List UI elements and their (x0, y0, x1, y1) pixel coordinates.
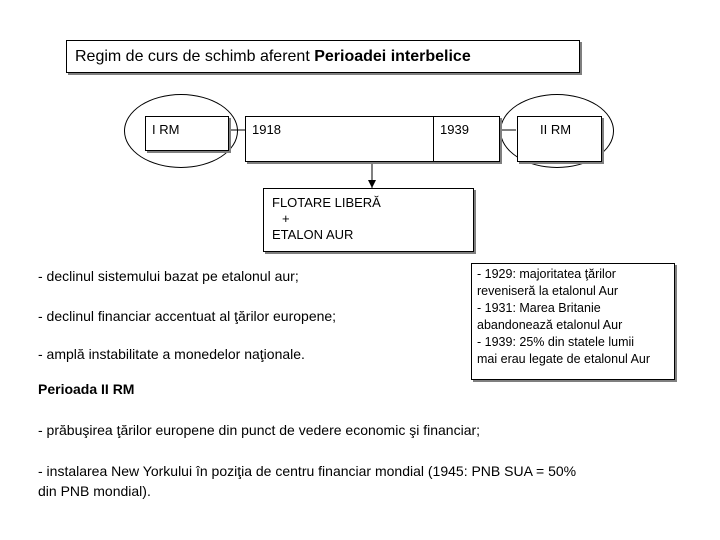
fact-line: - 1931: Marea Britanie (477, 301, 601, 315)
regime-box (263, 188, 474, 252)
fact-line: abandonează etalonul Aur (477, 318, 623, 332)
box-1939 (433, 116, 500, 162)
regime-line-1: FLOTARE LIBERĂ (272, 195, 381, 210)
label-ii-rm: II RM (540, 122, 572, 137)
list-item: - amplă instabilitate a monedelor naţionale. (38, 346, 305, 362)
gold-standard-facts-box (471, 263, 675, 380)
regime-line-2: + (282, 211, 290, 226)
fact-line: mai erau legate de etalonul Aur (477, 352, 651, 366)
box-ii-rm (517, 116, 602, 162)
box-1918 (245, 116, 434, 162)
regime-line-3: ETALON AUR (272, 227, 354, 242)
fact-line: - 1929: majoritatea ţărilor (477, 267, 616, 281)
list-item: - declinul sistemului bazat pe etalonul aur; (38, 268, 299, 284)
section-heading-ii-rm: Perioada II RM (38, 381, 135, 397)
paragraph-new-york-line-1: - instalarea New Yorkului în poziţia de centru financiar mondial (1945: PNB SUA = 50% (38, 463, 577, 479)
list-item: - declinul financiar accentuat al ţărilor europene; (38, 308, 337, 324)
title-prefix: Regim de curs de schimb aferent (75, 48, 315, 65)
label-i-rm: I RM (152, 122, 180, 137)
fact-line: - 1939: 25% din statele lumii (477, 335, 635, 349)
paragraph-new-york-line-2: din PNB mondial). (38, 483, 151, 499)
label-1918: 1918 (252, 122, 281, 137)
title-bold: Perioadei interbelice (314, 48, 471, 65)
fact-line: reveniseră la etalonul Aur (477, 284, 619, 298)
label-1939: 1939 (440, 122, 469, 137)
box-i-rm (145, 116, 229, 151)
paragraph-collapse: - prăbuşirea ţărilor europene din punct de vedere economic şi financiar; (38, 422, 481, 438)
